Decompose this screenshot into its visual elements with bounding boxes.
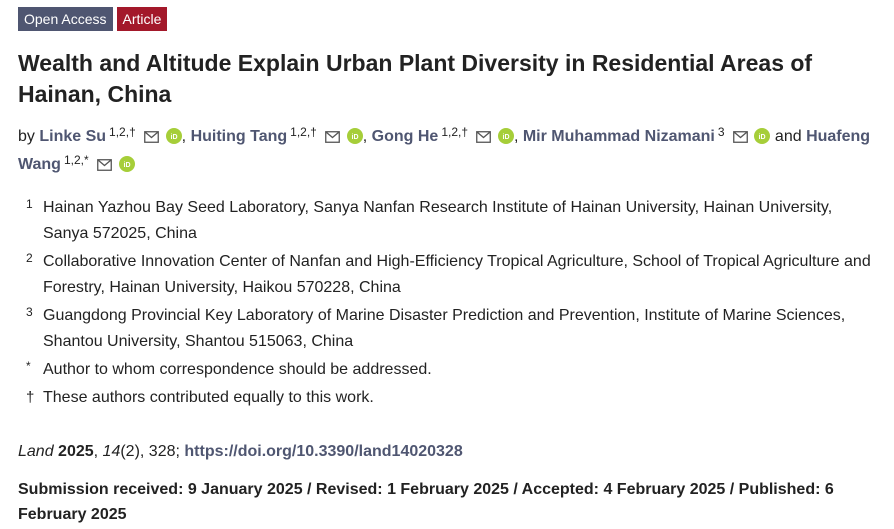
affiliation-item (26, 303, 876, 355)
doi-link[interactable]: https://doi.org/10.3390/land14020328 (184, 443, 463, 460)
envelope-icon[interactable] (733, 126, 748, 151)
svg-text:iD: iD (758, 134, 766, 141)
author-affiliation-sup: 1,2,† (441, 125, 469, 139)
envelope-icon[interactable] (97, 154, 112, 179)
citation-line (18, 440, 463, 464)
affiliation-list (26, 195, 876, 413)
journal-name: Land (18, 443, 54, 460)
envelope-icon[interactable] (476, 126, 491, 151)
author-link[interactable]: Mir Muhammad Nizamani (522, 128, 715, 145)
affiliation-item (26, 249, 876, 301)
correspondence-note (26, 357, 876, 383)
svg-text:iD: iD (502, 134, 510, 141)
affiliation-marker: † (26, 389, 35, 406)
publication-dates: Submission received: 9 January 2025 / Revised: 1 February 2025 / Accepted: 4 February 2025 / Published: 6 February 2025 (18, 481, 834, 523)
orcid-icon[interactable] (166, 127, 182, 152)
author-separator: , (362, 128, 368, 145)
affiliation-text: Guangdong Provincial Key Laboratory of Marine Disaster Prediction and Prevention, Institute of Marine Sciences, Shantou University, Shantou 515063, China (43, 307, 846, 350)
author-link[interactable]: Huafeng Wang (18, 128, 871, 173)
svg-text:iD: iD (351, 134, 359, 141)
envelope-icon[interactable] (144, 126, 159, 151)
svg-text:iD: iD (123, 162, 131, 169)
equal-contribution-note (26, 385, 876, 411)
affiliation-marker: 3 (26, 305, 33, 319)
affiliation-item (26, 195, 876, 247)
author-link[interactable]: Linke Su (39, 128, 107, 145)
affiliation-text: Hainan Yazhou Bay Seed Laboratory, Sanya Nanfan Research Institute of Hainan University, Hainan University, Sanya 572025, China (43, 199, 833, 242)
svg-text:iD: iD (170, 134, 178, 141)
author-affiliation-sup: 1,2,* (63, 153, 89, 167)
author-link[interactable]: Huiting Tang (190, 128, 288, 145)
orcid-icon[interactable] (347, 127, 363, 152)
article-type-badge: Article (117, 7, 168, 31)
affiliation-text: Author to whom correspondence should be addressed. (43, 361, 432, 378)
article-badges (18, 7, 167, 31)
citation-separator: , (93, 443, 99, 460)
affiliation-marker: 1 (26, 197, 33, 211)
citation-year: 2025 (58, 443, 94, 460)
affiliation-text: Collaborative Innovation Center of Nanfan and High-Efficiency Tropical Agriculture, School of Tropical Agriculture and Forestry, Hainan University, Haikou 570228, China (43, 253, 871, 296)
author-separator: , (513, 128, 519, 145)
author-affiliation-sup: 3 (717, 125, 725, 139)
authors-prefix: by (18, 128, 35, 145)
citation-issue-pages: (2), 328; (120, 443, 180, 460)
author-affiliation-sup: 1,2,† (290, 125, 317, 139)
article-title: Wealth and Altitude Explain Urban Plant Diversity in Residential Areas of Hainan, China (18, 50, 813, 107)
affiliation-text: These authors contributed equally to this work. (43, 389, 374, 406)
affiliation-marker: * (26, 359, 31, 373)
authors-and: and (774, 128, 802, 145)
author-separator: , (181, 128, 187, 145)
open-access-badge[interactable]: Open Access (18, 7, 113, 31)
orcid-icon[interactable] (498, 127, 514, 152)
citation-volume: 14 (102, 443, 121, 460)
affiliation-marker: 2 (26, 251, 33, 265)
author-link[interactable]: Gong He (371, 128, 439, 145)
orcid-icon[interactable] (119, 155, 135, 180)
envelope-icon[interactable] (325, 126, 340, 151)
author-list (18, 124, 878, 180)
author-affiliation-sup: 1,2,† (109, 125, 136, 139)
orcid-icon[interactable] (754, 127, 770, 152)
